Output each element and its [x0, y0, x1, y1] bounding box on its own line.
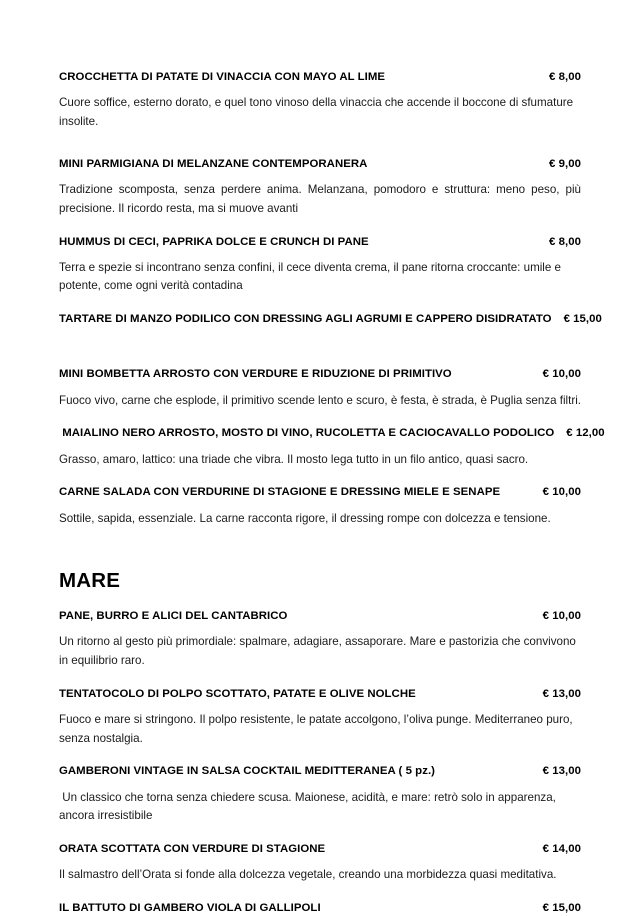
dish-name: MINI PARMIGIANA DI MELANZANE CONTEMPORANERA [59, 157, 368, 170]
dish-price: € 10,00 [542, 486, 581, 499]
spacer [59, 826, 581, 841]
dish-description: Terra e spezie si incontrano senza confini, il cece diventa crema, il pane ritorna croccante: umile e potente, come ogni verità contadina [59, 260, 565, 293]
dish-name: GAMBERONI VINTAGE IN SALSA COCKTAIL MEDITTERANEA ( 5 pz.) [59, 765, 435, 778]
dish-price: € 8,00 [549, 71, 581, 83]
spacer [59, 442, 581, 451]
spacer [59, 132, 581, 147]
spacer [59, 250, 581, 259]
spacer [59, 857, 581, 866]
spacer [59, 383, 581, 392]
dish-description: Sottile, sapida, essenziale. La carne racconta rigore, il dressing rompe con dolcezza e tensione. [59, 511, 551, 525]
menu-section-mare [59, 569, 581, 916]
dish-price: € 13,00 [542, 687, 581, 700]
dish-price: € 14,00 [542, 843, 581, 856]
spacer [59, 327, 581, 357]
spacer [59, 147, 581, 156]
dish-name: TARTARE DI MANZO PODILICO CON DRESSING AGLI AGRUMI E CAPPERO DISIDRATATO [59, 313, 552, 326]
menu-item[interactable] [59, 841, 581, 857]
dish-name: TENTATOCOLO DI POLPO SCOTTATO, PATATE E OLIVE NOLCHE [59, 687, 416, 700]
spacer [59, 528, 581, 569]
menu-item[interactable] [59, 234, 581, 250]
spacer [59, 357, 581, 366]
dish-price: € 10,00 [542, 609, 581, 622]
dish-price: € 15,00 [542, 902, 581, 915]
spacer [59, 219, 581, 234]
dish-description: Un classico che torna senza chiedere scusa. Maionese, acidità, e mare: retrò solo in apparenza, ancora irresistibile [59, 790, 560, 823]
dish-price: € 8,00 [549, 235, 581, 248]
spacer [59, 702, 581, 711]
spacer [59, 780, 581, 789]
dish-description: Grasso, amaro, lattico: una triade che vibra. Il mosto lega tutto in un filo antico, quasi sacro. [59, 452, 529, 466]
dish-name: IL BATTUTO DI GAMBERO VIOLA DI GALLIPOLI [59, 902, 321, 915]
menu-item[interactable] [59, 69, 581, 85]
spacer [59, 671, 581, 686]
spacer [59, 469, 581, 484]
dish-price: € 9,00 [549, 157, 581, 170]
dish-description: Un ritorno al gesto più primordiale: spalmare, adagiare, assaporare. Mare e pastorizia che convivono in equilibrio raro. [59, 635, 580, 667]
dish-name: HUMMUS DI CECI, PAPRIKA DOLCE E CRUNCH DI PANE [59, 235, 369, 248]
dish-name: MINI BOMBETTA ARROSTO CON VERDURE E RIDUZIONE DI PRIMITIVO [59, 368, 452, 381]
spacer [59, 624, 581, 633]
menu-item[interactable] [59, 425, 605, 441]
spacer [59, 748, 581, 763]
dish-name: MAIALINO NERO ARROSTO, MOSTO DI VINO, RUCOLETTA E CACIOCAVALLO PODOLICO [59, 427, 555, 440]
dish-price: € 12,00 [566, 427, 605, 440]
dish-description: Tradizione scomposta, senza perdere anima. Melanzana, pomodoro e struttura: meno peso, più precisione. Il ricordo resta, ma si muove avanti [59, 182, 585, 215]
spacer [59, 296, 581, 311]
spacer [59, 172, 581, 181]
menu-item[interactable] [59, 608, 581, 624]
dish-price: € 15,00 [563, 313, 602, 326]
section-title: MARE [59, 569, 121, 593]
spacer [59, 85, 581, 94]
menu-item[interactable] [59, 900, 581, 916]
spacer [59, 501, 581, 510]
dish-price: € 10,00 [542, 368, 581, 381]
dish-description: Cuore soffice, esterno dorato, e quel tono vinoso della vinaccia che accende il boccone di sfumature insolite. [59, 96, 577, 128]
dish-description: Il salmastro dell’Orata si fonde alla dolcezza vegetale, creando una morbidezza quasi meditativa. [59, 868, 557, 882]
menu-item[interactable] [59, 686, 581, 702]
dish-price: € 13,00 [542, 765, 581, 778]
dish-description: Fuoco vivo, carne che esplode, il primitivo scende lento e scuro, è festa, è strada, è Puglia senza filtri. [59, 393, 581, 407]
menu-item[interactable] [59, 366, 581, 382]
dish-name: CROCCHETTA DI PATATE DI VINACCIA CON MAYO AL LIME [59, 71, 386, 83]
spacer [59, 885, 581, 900]
dish-name: ORATA SCOTTATA CON VERDURE DI STAGIONE [59, 843, 326, 856]
menu-item[interactable] [59, 763, 581, 779]
dish-name: PANE, BURRO E ALICI DEL CANTABRICO [59, 609, 288, 622]
spacer [59, 594, 581, 608]
menu-section-terra [59, 69, 605, 528]
spacer [59, 410, 581, 425]
dish-description: Fuoco e mare si stringono. Il polpo resistente, le patate accolgono, l’oliva punge. Mediterraneo puro, senza nostalgia. [59, 712, 576, 745]
dish-name: CARNE SALADA CON VERDURINE DI STAGIONE E DRESSING MIELE E SENAPE [59, 486, 501, 499]
menu-item[interactable] [59, 311, 602, 327]
menu-content [59, 69, 605, 916]
menu-item[interactable] [59, 156, 581, 172]
menu-item[interactable] [59, 484, 581, 500]
